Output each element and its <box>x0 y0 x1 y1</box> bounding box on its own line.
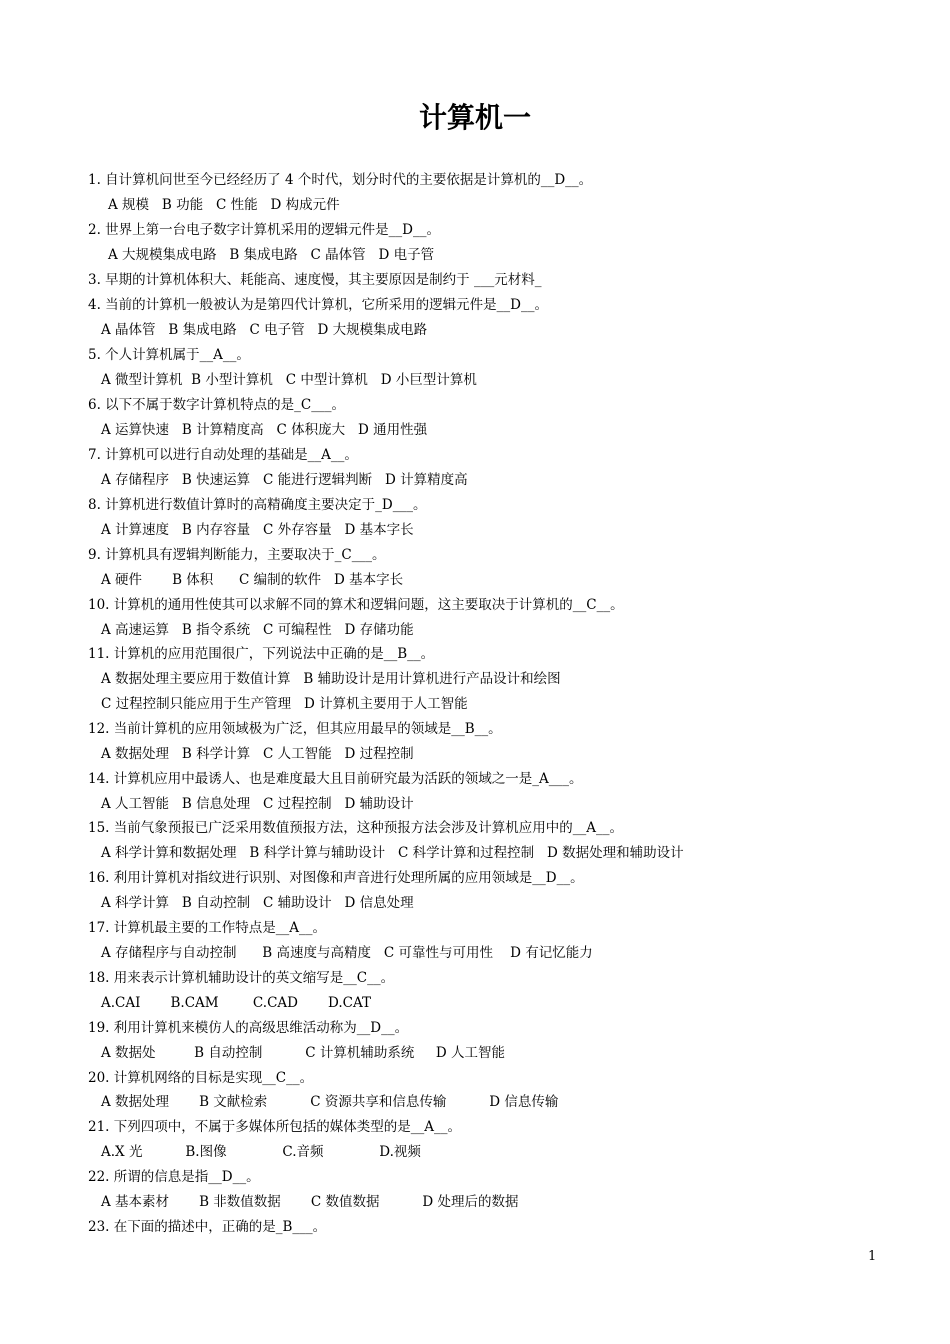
options-line: A 运算快速 B 计算精度高 C 体积庞大 D 通用性强 <box>101 422 428 438</box>
options-line: A 科学计算和数据处理 B 科学计算与辅助设计 C 科学计算和过程控制 D 数据处理和辅助设计 <box>101 845 684 861</box>
options-line: A 规模 B 功能 C 性能 D 构成元件 <box>108 197 340 213</box>
question-line: 2. 世界上第一台电子数字计算机采用的逻辑元件是__D__。 <box>88 222 440 238</box>
question-line: 6. 以下不属于数字计算机特点的是_C___。 <box>88 397 346 413</box>
question-line: 14. 计算机应用中最诱人、也是难度最大且目前研究最为活跃的领域之一是_A___。 <box>88 771 583 787</box>
page-number: 1 <box>868 1249 877 1264</box>
question-line: 20. 计算机网络的目标是实现__C__。 <box>88 1070 314 1086</box>
question-line: 16. 利用计算机对指纹进行识别、对图像和声音进行处理所属的应用领域是__D__。 <box>88 870 584 886</box>
question-line: 18. 用来表示计算机辅助设计的英文缩写是__C__。 <box>88 970 395 986</box>
question-line: 9. 计算机具有逻辑判断能力，主要取决于_C___。 <box>88 547 386 563</box>
question-line: 22. 所谓的信息是指__D__。 <box>88 1169 260 1185</box>
question-line: 7. 计算机可以进行自动处理的基础是__A__。 <box>88 447 358 463</box>
options-line: A 数据处理 B 科学计算 C 人工智能 D 过程控制 <box>101 746 414 762</box>
options-line: C 过程控制只能应用于生产管理 D 计算机主要用于人工智能 <box>101 696 468 712</box>
question-line: 12. 当前计算机的应用领域极为广泛，但其应用最早的领域是__B__。 <box>88 721 502 737</box>
options-line: A 基本素材 B 非数值数据 C 数值数据 D 处理后的数据 <box>101 1194 519 1210</box>
question-line: 3. 早期的计算机体积大、耗能高、速度慢，其主要原因是制约于 ___元材料_ <box>88 272 542 288</box>
options-line: A 微型计算机 B 小型计算机 C 中型计算机 D 小巨型计算机 <box>101 372 477 388</box>
question-line: 10. 计算机的通用性使其可以求解不同的算术和逻辑问题，这主要取决于计算机的__C__。 <box>88 597 624 613</box>
options-line: A 科学计算 B 自动控制 C 辅助设计 D 信息处理 <box>101 895 414 911</box>
options-line: A.CAI B.CAM C.CAD D.CAT <box>101 995 371 1011</box>
options-line: A 数据处 B 自动控制 C 计算机辅助系统 D 人工智能 <box>101 1045 505 1061</box>
question-line: 11. 计算机的应用范围很广，下列说法中正确的是__B__。 <box>88 646 435 662</box>
question-line: 17. 计算机最主要的工作特点是__A__。 <box>88 920 327 936</box>
options-line: A 计算速度 B 内存容量 C 外存容量 D 基本字长 <box>101 522 414 538</box>
options-line: A 存储程序与自动控制 B 高速度与高精度 C 可靠性与可用性 D 有记忆能力 <box>101 945 593 961</box>
options-line: A 数据处理 B 文献检索 C 资源共享和信息传输 D 信息传输 <box>101 1094 559 1110</box>
question-line: 15. 当前气象预报已广泛采用数值预报方法，这种预报方法会涉及计算机应用中的__A__。 <box>88 820 624 836</box>
options-line: A 大规模集成电路 B 集成电路 C 晶体管 D 电子管 <box>108 247 435 263</box>
question-line: 21. 下列四项中，不属于多媒体所包括的媒体类型的是__A__。 <box>88 1119 462 1135</box>
question-line: 1. 自计算机问世至今已经经历了 4 个时代，划分时代的主要依据是计算机的__D__。 <box>88 172 593 188</box>
question-line: 19. 利用计算机来模仿人的高级思维活动称为__D__。 <box>88 1020 409 1036</box>
options-line: A 人工智能 B 信息处理 C 过程控制 D 辅助设计 <box>101 796 414 812</box>
page-title: 计算机一 <box>418 101 531 134</box>
options-line: A 高速运算 B 指令系统 C 可编程性 D 存储功能 <box>101 622 414 638</box>
question-line: 8. 计算机进行数值计算时的高精确度主要决定于_D___。 <box>88 497 427 513</box>
question-line: 4. 当前的计算机一般被认为是第四代计算机，它所采用的逻辑元件是__D__。 <box>88 297 548 313</box>
options-line: A 数据处理主要应用于数值计算 B 辅助设计是用计算机进行产品设计和绘图 <box>101 671 561 687</box>
options-line: A 晶体管 B 集成电路 C 电子管 D 大规模集成电路 <box>101 322 428 338</box>
options-line: A 硬件 B 体积 C 编制的软件 D 基本字长 <box>101 572 404 588</box>
question-line: 23. 在下面的描述中，正确的是_B___。 <box>88 1219 327 1235</box>
options-line: A 存储程序 B 快速运算 C 能进行逻辑判断 D 计算精度高 <box>101 472 468 488</box>
question-line: 5. 个人计算机属于__A__。 <box>88 347 250 363</box>
options-line: A.X 光 B.图像 C.音频 D.视频 <box>101 1144 421 1160</box>
